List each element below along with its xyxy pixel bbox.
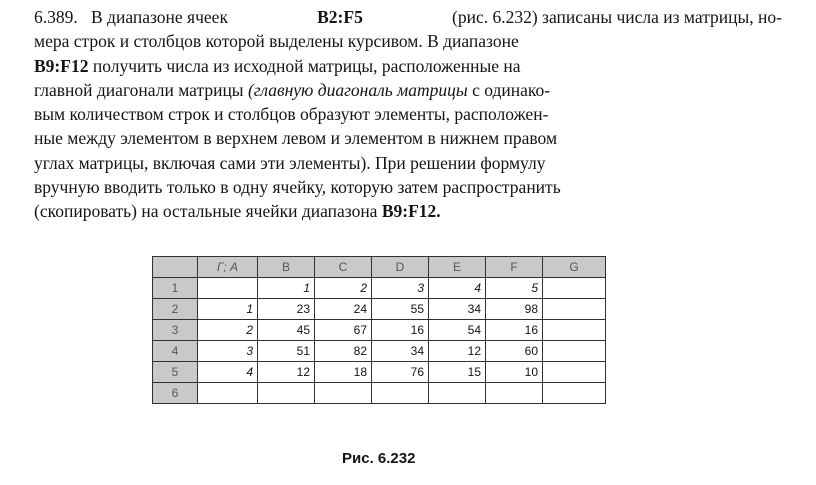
cell: 23: [258, 299, 315, 320]
cell: [543, 341, 606, 362]
cell: [198, 278, 258, 299]
cell: 3: [372, 278, 429, 299]
cell: 12: [429, 341, 486, 362]
problem-text: [34, 5, 782, 224]
column-header: C: [315, 257, 372, 278]
column-header: D: [372, 257, 429, 278]
row-header: 6: [153, 383, 198, 404]
problem-line-7: [34, 151, 782, 175]
cell: 67: [315, 320, 372, 341]
text-fragment: мера строк и столбцов которой выделены курсивом. В диапазоне: [34, 31, 519, 52]
row-header: 1: [153, 278, 198, 299]
cell: 82: [315, 341, 372, 362]
text-fragment: В диапазоне ячеек: [91, 7, 233, 27]
text-fragment: получить числа из исходной матрицы, расположенные на: [88, 55, 521, 76]
cell: 2: [198, 320, 258, 341]
text-fragment: вручную вводить только в одну ячейку, которую затем распространить: [34, 177, 561, 198]
cell: 1: [258, 278, 315, 299]
cell: [198, 383, 258, 404]
table-row: [153, 383, 606, 404]
italic-term: (главную диагональ матрицы: [247, 79, 468, 100]
cell: 3: [198, 341, 258, 362]
problem-line-8: [34, 175, 782, 199]
row-header: 2: [153, 299, 198, 320]
cell: 4: [429, 278, 486, 299]
cell: 12: [258, 362, 315, 383]
table-row: [153, 278, 606, 299]
cell: [372, 383, 429, 404]
text-fragment: ные между элементом в верхнем левом и элементом в нижнем правом: [34, 128, 558, 149]
row-header: 5: [153, 362, 198, 383]
cell: [429, 383, 486, 404]
cell: 16: [372, 320, 429, 341]
text-fragment: главной диагонали матрицы: [34, 79, 248, 100]
problem-line-4: [34, 78, 782, 102]
cell: 16: [486, 320, 543, 341]
table-row: [153, 362, 606, 383]
cell: 15: [429, 362, 486, 383]
cell: 45: [258, 320, 315, 341]
cell: 4: [198, 362, 258, 383]
cell: 60: [486, 341, 543, 362]
cell: [258, 383, 315, 404]
column-header: B: [258, 257, 315, 278]
cell: [543, 299, 606, 320]
cell: 55: [372, 299, 429, 320]
text-fragment: (рис. 6.232) записаны числа из матрицы, но-: [447, 7, 782, 27]
range-ref: B9:F12: [381, 201, 437, 222]
cell: 34: [429, 299, 486, 320]
text-fragment: с одинако-: [467, 79, 551, 100]
column-header: F: [486, 257, 543, 278]
cell: 51: [258, 341, 315, 362]
column-header: E: [429, 257, 486, 278]
row-header: 3: [153, 320, 198, 341]
column-header: Г; A: [198, 257, 258, 278]
table-row: [153, 320, 606, 341]
cell: 10: [486, 362, 543, 383]
problem-line-9: [34, 199, 782, 223]
column-header: G: [543, 257, 606, 278]
range-ref: B9:F12: [34, 55, 89, 76]
text-fragment: вым количеством строк и столбцов образуют элементы, расположен-: [34, 104, 549, 125]
cell: [543, 320, 606, 341]
table-row: [153, 341, 606, 362]
cell: 5: [486, 278, 543, 299]
cell: 76: [372, 362, 429, 383]
cell: [543, 278, 606, 299]
cell: 18: [315, 362, 372, 383]
cell: 2: [315, 278, 372, 299]
problem-number: 6.389.: [34, 7, 78, 27]
problem-line-2: [34, 29, 782, 53]
cell: 98: [486, 299, 543, 320]
corner-cell: [153, 257, 198, 278]
column-header-row: [153, 257, 606, 278]
row-header: 4: [153, 341, 198, 362]
problem-line-6: [34, 126, 782, 150]
cell: 34: [372, 341, 429, 362]
range-ref: B2:F5: [317, 7, 363, 27]
text-fragment: .: [436, 201, 441, 222]
cell: [543, 362, 606, 383]
problem-line-1: [34, 5, 782, 29]
table-row: [153, 299, 606, 320]
cell: 54: [429, 320, 486, 341]
problem-line-3: [34, 54, 782, 78]
cell: [543, 383, 606, 404]
figure-caption: Рис. 6.232: [342, 450, 416, 467]
spreadsheet-figure: [152, 256, 606, 404]
text-fragment: углах матрицы, включая сами эти элементы). При решении формулу: [34, 152, 546, 173]
cell: [315, 383, 372, 404]
cell: [486, 383, 543, 404]
problem-line-5: [34, 102, 782, 126]
cell: 1: [198, 299, 258, 320]
text-fragment: (скопировать) на остальные ячейки диапазона: [34, 201, 382, 222]
cell: 24: [315, 299, 372, 320]
